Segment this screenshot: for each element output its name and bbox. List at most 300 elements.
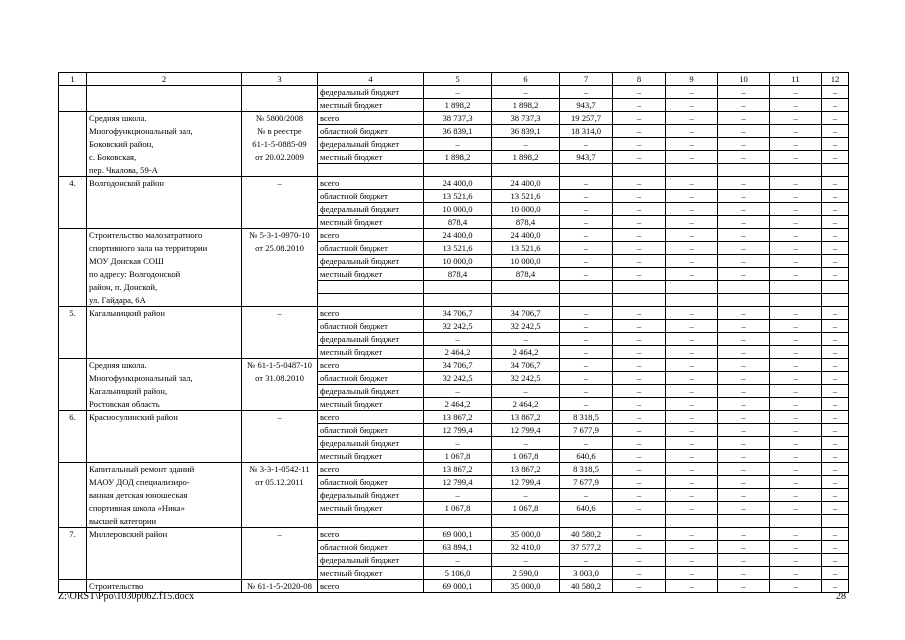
table-cell: – [822, 216, 849, 229]
column-header: 10 [718, 73, 770, 86]
table-cell: областной бюджет [318, 125, 424, 138]
table-cell: – [560, 268, 613, 281]
table-cell: – [822, 528, 849, 541]
table-cell: – [613, 203, 666, 216]
table-row [59, 281, 849, 294]
table-cell: – [242, 411, 318, 424]
table-cell [424, 281, 492, 294]
table-cell: всего [318, 307, 424, 320]
table-cell [242, 450, 318, 463]
table-cell: от 31.08.2010 [242, 372, 318, 385]
table-cell: ул. Гайдара, 6А [87, 294, 242, 307]
table-row [59, 398, 849, 411]
table-row [59, 437, 849, 450]
table-cell: – [666, 359, 718, 372]
table-cell [59, 164, 87, 177]
table-cell [87, 450, 242, 463]
table-cell: 7 677,9 [560, 476, 613, 489]
table-cell [59, 281, 87, 294]
table-cell: местный бюджет [318, 398, 424, 411]
table-cell [59, 424, 87, 437]
table-cell: Кагальницкий район [87, 307, 242, 320]
table-row [59, 502, 849, 515]
table-cell: Строительство малозатратного [87, 229, 242, 242]
table-cell [59, 372, 87, 385]
table-cell: – [666, 99, 718, 112]
table-cell: – [424, 333, 492, 346]
table-cell [718, 281, 770, 294]
table-cell: 8 318,5 [560, 411, 613, 424]
table-cell: – [770, 580, 822, 593]
table-cell: 1 067,8 [424, 450, 492, 463]
table-cell [242, 203, 318, 216]
table-cell: – [718, 177, 770, 190]
table-cell: – [242, 177, 318, 190]
table-cell: – [718, 203, 770, 216]
table-cell: 10 000,0 [492, 255, 560, 268]
table-cell [242, 164, 318, 177]
table-cell: – [822, 307, 849, 320]
table-cell: – [666, 528, 718, 541]
table-row [59, 177, 849, 190]
table-cell: – [666, 346, 718, 359]
table-cell: – [770, 112, 822, 125]
table-cell: – [718, 320, 770, 333]
table-cell: – [560, 307, 613, 320]
table-cell: 1 898,2 [492, 151, 560, 164]
table-cell: 2 464,2 [492, 398, 560, 411]
table-cell [822, 164, 849, 177]
table-cell [59, 216, 87, 229]
table-cell: – [770, 554, 822, 567]
table-cell: – [718, 424, 770, 437]
table-cell: – [718, 242, 770, 255]
table-cell: 1 898,2 [492, 99, 560, 112]
table-cell: – [718, 463, 770, 476]
table-cell: – [718, 216, 770, 229]
table-cell: № 5-3-1-0970-10 [242, 229, 318, 242]
table-cell: – [770, 424, 822, 437]
table-cell: – [718, 307, 770, 320]
table-cell: – [822, 125, 849, 138]
table-cell: 4. [59, 177, 87, 190]
table-cell [666, 515, 718, 528]
table-cell [560, 164, 613, 177]
table-cell: – [666, 489, 718, 502]
table-cell: Кагальницкий район, [87, 385, 242, 398]
column-header: 11 [770, 73, 822, 86]
table-cell: – [822, 255, 849, 268]
table-cell: – [718, 190, 770, 203]
table-row [59, 424, 849, 437]
table-row [59, 138, 849, 151]
column-header: 12 [822, 73, 849, 86]
table-cell: 37 577,2 [560, 541, 613, 554]
table-cell: – [822, 359, 849, 372]
table-cell: – [718, 554, 770, 567]
table-cell: 32 410,0 [492, 541, 560, 554]
table-cell: – [666, 151, 718, 164]
table-cell: – [770, 268, 822, 281]
table-cell: 5. [59, 307, 87, 320]
table-cell: – [613, 463, 666, 476]
table-cell [59, 86, 87, 99]
table-cell: – [424, 86, 492, 99]
table-cell [59, 190, 87, 203]
table-cell [59, 398, 87, 411]
table-cell: – [492, 138, 560, 151]
page-number: 28 [836, 591, 846, 602]
table-cell: – [613, 242, 666, 255]
table-cell [424, 515, 492, 528]
table-cell: 12 799,4 [492, 424, 560, 437]
table-cell: – [242, 528, 318, 541]
table-cell: 35 000,0 [492, 528, 560, 541]
table-cell: – [666, 203, 718, 216]
table-cell [87, 99, 242, 112]
table-cell: 6. [59, 411, 87, 424]
table-cell [59, 359, 87, 372]
table-cell: Волгодонской район [87, 177, 242, 190]
table-cell: – [822, 385, 849, 398]
table-cell: – [492, 554, 560, 567]
table-cell: 640,6 [560, 450, 613, 463]
table-cell [59, 346, 87, 359]
table-cell: областной бюджет [318, 242, 424, 255]
table-cell: всего [318, 177, 424, 190]
table-cell: – [666, 437, 718, 450]
table-cell: – [560, 255, 613, 268]
table-row [59, 385, 849, 398]
table-cell: 2 590,0 [492, 567, 560, 580]
table-cell: – [770, 307, 822, 320]
table-cell: – [613, 190, 666, 203]
table-cell: областной бюджет [318, 190, 424, 203]
table-row [59, 554, 849, 567]
table-cell: – [242, 307, 318, 320]
table-cell: всего [318, 580, 424, 593]
table-cell: – [560, 437, 613, 450]
table-cell: – [560, 203, 613, 216]
table-cell: 18 314,0 [560, 125, 613, 138]
table-cell: – [613, 476, 666, 489]
table-cell: 34 706,7 [424, 359, 492, 372]
table-cell: – [424, 385, 492, 398]
table-row [59, 450, 849, 463]
table-cell [87, 216, 242, 229]
table-cell: 13 521,6 [424, 190, 492, 203]
table-cell: – [822, 99, 849, 112]
table-cell [770, 281, 822, 294]
table-cell: № 61-1-5-0487-10 [242, 359, 318, 372]
table-cell [59, 476, 87, 489]
table-cell [59, 151, 87, 164]
table-cell [242, 424, 318, 437]
table-cell: 38 737,3 [492, 112, 560, 125]
table-cell [492, 281, 560, 294]
table-row [59, 242, 849, 255]
table-cell: – [770, 125, 822, 138]
table-cell: – [613, 398, 666, 411]
table-cell: – [666, 125, 718, 138]
table-cell: – [613, 138, 666, 151]
table-cell: – [666, 554, 718, 567]
table-cell: 1 067,8 [424, 502, 492, 515]
table-cell [242, 216, 318, 229]
table-cell: – [492, 437, 560, 450]
table-cell: 5 106,0 [424, 567, 492, 580]
table-cell: – [613, 268, 666, 281]
table-cell: 40 580,2 [560, 580, 613, 593]
table-row [59, 541, 849, 554]
table-cell: – [492, 385, 560, 398]
table-cell: спортивного зала на территории [87, 242, 242, 255]
table-cell [770, 294, 822, 307]
table-cell [59, 268, 87, 281]
table-cell: – [666, 372, 718, 385]
table-cell [59, 437, 87, 450]
table-cell: – [822, 268, 849, 281]
table-cell: 40 580,2 [560, 528, 613, 541]
table-cell: 2 464,2 [424, 398, 492, 411]
table-cell [242, 190, 318, 203]
table-cell: – [666, 476, 718, 489]
table-cell: федеральный бюджет [318, 437, 424, 450]
table-cell: всего [318, 411, 424, 424]
table-cell: – [770, 528, 822, 541]
table-cell: – [822, 190, 849, 203]
table-row [59, 216, 849, 229]
table-row [59, 203, 849, 216]
table-cell: – [822, 476, 849, 489]
table-cell: 10 000,0 [424, 255, 492, 268]
header-row [59, 73, 849, 86]
table-cell: № 3-3-1-0542-11 [242, 463, 318, 476]
table-cell: МАОУ ДОД специализиро- [87, 476, 242, 489]
table-cell [87, 567, 242, 580]
table-cell: от 20.02.2009 [242, 151, 318, 164]
table-cell: – [770, 502, 822, 515]
table-cell: с. Боковская, [87, 151, 242, 164]
table-cell [242, 320, 318, 333]
column-header: 3 [242, 73, 318, 86]
table-cell [59, 242, 87, 255]
table-cell: 13 521,6 [492, 190, 560, 203]
table-cell [242, 489, 318, 502]
table-cell: федеральный бюджет [318, 138, 424, 151]
table-cell: – [492, 333, 560, 346]
table-cell: 10 000,0 [424, 203, 492, 216]
table-cell: 61-1-5-0885-09 [242, 138, 318, 151]
table-cell [613, 294, 666, 307]
table-cell [59, 463, 87, 476]
table-cell [718, 164, 770, 177]
table-cell: – [770, 567, 822, 580]
table-row [59, 320, 849, 333]
table-cell: – [424, 138, 492, 151]
table-row [59, 99, 849, 112]
table-row [59, 164, 849, 177]
table-cell: Боковский район, [87, 138, 242, 151]
table-cell [242, 398, 318, 411]
table-cell: – [613, 229, 666, 242]
table-row [59, 359, 849, 372]
table-cell: Строительство [87, 580, 242, 593]
table-cell: – [822, 437, 849, 450]
table-cell: 24 400,0 [492, 229, 560, 242]
table-cell: 878,4 [492, 268, 560, 281]
table-cell: 12 799,4 [492, 476, 560, 489]
table-cell [560, 294, 613, 307]
table-row [59, 333, 849, 346]
table-cell [59, 138, 87, 151]
table-cell [492, 515, 560, 528]
table-cell: – [770, 333, 822, 346]
column-header: 1 [59, 73, 87, 86]
table-row [59, 346, 849, 359]
table-cell: – [718, 528, 770, 541]
table-cell: – [770, 476, 822, 489]
table-cell: – [666, 463, 718, 476]
table-cell: областной бюджет [318, 424, 424, 437]
table-cell: 24 400,0 [492, 177, 560, 190]
table-cell: от 05.12.2011 [242, 476, 318, 489]
table-cell: – [770, 541, 822, 554]
table-row [59, 294, 849, 307]
table-cell [242, 567, 318, 580]
table-cell: – [770, 229, 822, 242]
table-cell: – [770, 450, 822, 463]
table-cell: – [770, 177, 822, 190]
column-header: 6 [492, 73, 560, 86]
table-cell: – [613, 86, 666, 99]
table-cell [59, 203, 87, 216]
table-cell: 32 242,5 [492, 320, 560, 333]
table-cell: – [718, 502, 770, 515]
table-cell [718, 515, 770, 528]
table-cell: – [770, 255, 822, 268]
table-cell: местный бюджет [318, 450, 424, 463]
table-cell [59, 229, 87, 242]
table-cell [59, 99, 87, 112]
table-cell: – [666, 320, 718, 333]
table-cell: – [666, 398, 718, 411]
table-row [59, 307, 849, 320]
table-cell: – [613, 177, 666, 190]
table-cell: – [666, 385, 718, 398]
table-cell: ванная детская юношеская [87, 489, 242, 502]
table-cell: – [560, 359, 613, 372]
table-cell: – [770, 359, 822, 372]
table-cell [87, 86, 242, 99]
table-cell: – [718, 385, 770, 398]
table-cell: – [613, 541, 666, 554]
table-cell: – [666, 216, 718, 229]
table-cell: 69 000,1 [424, 528, 492, 541]
table-cell: 32 242,5 [424, 372, 492, 385]
table-cell: – [613, 151, 666, 164]
table-cell: – [613, 528, 666, 541]
table-cell: – [613, 333, 666, 346]
table-cell: – [718, 489, 770, 502]
table-cell: 13 521,6 [424, 242, 492, 255]
table-cell: местный бюджет [318, 151, 424, 164]
table-cell: – [613, 450, 666, 463]
table-cell [59, 554, 87, 567]
table-cell [87, 437, 242, 450]
table-cell: – [560, 177, 613, 190]
table-cell: Средняя школа. [87, 112, 242, 125]
table-cell [87, 541, 242, 554]
table-cell: – [613, 437, 666, 450]
table-cell [613, 281, 666, 294]
table-cell: – [770, 216, 822, 229]
table-cell: – [560, 333, 613, 346]
table-cell: – [560, 216, 613, 229]
table-cell: – [613, 580, 666, 593]
table-cell: – [718, 359, 770, 372]
table-cell [424, 294, 492, 307]
table-cell [87, 424, 242, 437]
table-cell: – [666, 567, 718, 580]
table-cell [242, 281, 318, 294]
table-cell: федеральный бюджет [318, 255, 424, 268]
table-cell: – [822, 450, 849, 463]
table-cell [59, 255, 87, 268]
table-cell: – [560, 138, 613, 151]
table-cell: – [613, 359, 666, 372]
table-cell: – [666, 411, 718, 424]
table-cell: Красносулинский район [87, 411, 242, 424]
table-cell [59, 320, 87, 333]
table-cell: – [770, 489, 822, 502]
table-cell: – [492, 86, 560, 99]
table-cell: – [424, 437, 492, 450]
table-cell [59, 450, 87, 463]
table-cell: № 61-1-5-2020-08 [242, 580, 318, 593]
table-cell: № в реестре [242, 125, 318, 138]
table-cell: 19 257,7 [560, 112, 613, 125]
table-cell: 878,4 [424, 268, 492, 281]
table-cell [242, 333, 318, 346]
table-cell: – [822, 489, 849, 502]
table-cell [770, 164, 822, 177]
table-cell: – [560, 242, 613, 255]
table-cell [87, 190, 242, 203]
table-cell: – [613, 489, 666, 502]
table-cell: областной бюджет [318, 372, 424, 385]
table-cell: – [822, 333, 849, 346]
table-cell: – [613, 567, 666, 580]
table-cell: – [770, 99, 822, 112]
column-header: 8 [613, 73, 666, 86]
table-cell: – [613, 346, 666, 359]
table-cell: – [822, 320, 849, 333]
table-cell: – [822, 424, 849, 437]
table-cell: местный бюджет [318, 567, 424, 580]
table-cell: – [770, 151, 822, 164]
table-cell [87, 346, 242, 359]
table-cell: 1 898,2 [424, 151, 492, 164]
table-cell: – [822, 138, 849, 151]
table-cell [822, 281, 849, 294]
table-cell: 34 706,7 [492, 307, 560, 320]
table-cell [560, 281, 613, 294]
table-cell: – [770, 346, 822, 359]
table-cell: 13 867,2 [492, 411, 560, 424]
table-cell: федеральный бюджет [318, 385, 424, 398]
table-cell [666, 294, 718, 307]
